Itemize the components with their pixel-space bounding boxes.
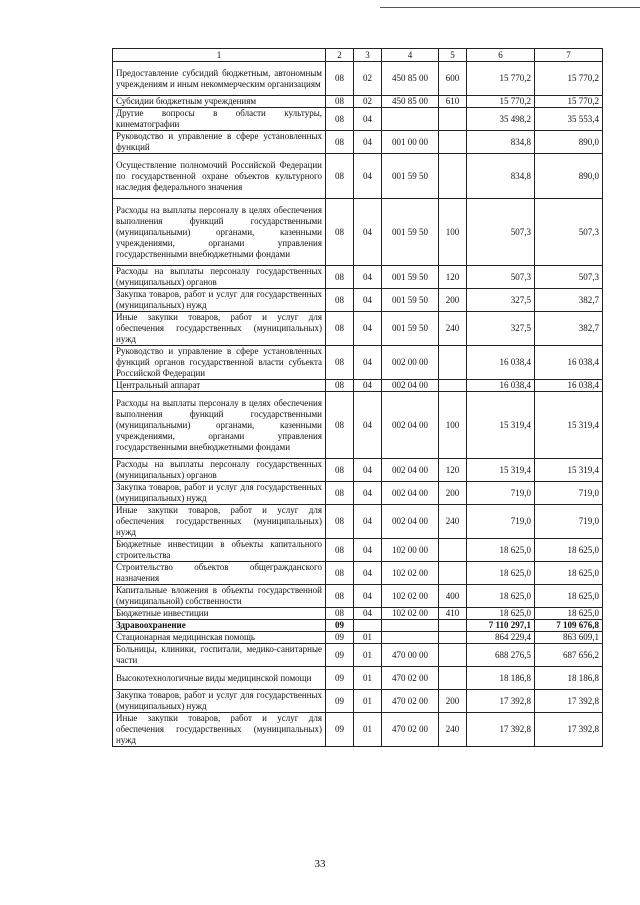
amount-year2-cell: 17 392,8: [535, 690, 603, 713]
expense-type-cell: [439, 644, 467, 667]
section-cell: 08: [326, 199, 354, 266]
target-article-cell: 001 59 50: [382, 199, 439, 266]
expense-type-cell: [439, 380, 467, 392]
target-article-cell: 450 85 00: [382, 62, 439, 96]
target-article-cell: 001 59 50: [382, 289, 439, 312]
amount-year2-cell: 18 625,0: [535, 608, 603, 620]
budget-table: [112, 48, 603, 747]
table-row: [113, 131, 603, 154]
amount-year2-cell: 18 625,0: [535, 539, 603, 562]
amount-year2-cell: 18 625,0: [535, 562, 603, 585]
expense-type-cell: 400: [439, 585, 467, 608]
subsection-cell: 04: [354, 459, 382, 482]
item-name-cell: Субсидии бюджетным учреждениям: [113, 96, 326, 108]
page-number: 33: [314, 858, 326, 870]
expense-type-cell: [439, 154, 467, 199]
amount-year1-cell: 15 770,2: [467, 62, 535, 96]
target-article-cell: [382, 620, 439, 632]
subsection-cell: 04: [354, 380, 382, 392]
amount-year1-cell: 719,0: [467, 482, 535, 505]
section-cell: 08: [326, 585, 354, 608]
section-cell: 09: [326, 667, 354, 690]
table-row: [113, 690, 603, 713]
item-name-cell: Закупка товаров, работ и услуг для государственных (муниципальных) нужд: [113, 482, 326, 505]
amount-year2-cell: 687 656,2: [535, 644, 603, 667]
section-cell: 08: [326, 380, 354, 392]
item-name-cell: Здравоохранение: [113, 620, 326, 632]
target-article-cell: 002 04 00: [382, 380, 439, 392]
amount-year2-cell: 890,0: [535, 131, 603, 154]
table-row: [113, 96, 603, 108]
subsection-cell: 04: [354, 108, 382, 131]
section-cell: 09: [326, 620, 354, 632]
amount-year1-cell: 17 392,8: [467, 690, 535, 713]
table-row: [113, 713, 603, 747]
table-row: [113, 62, 603, 96]
subsection-cell: 04: [354, 539, 382, 562]
target-article-cell: 002 04 00: [382, 482, 439, 505]
expense-type-cell: [439, 562, 467, 585]
amount-year2-cell: 18 625,0: [535, 585, 603, 608]
header-cell: 1: [113, 49, 326, 62]
item-name-cell: Руководство и управление в сфере установленных функций: [113, 131, 326, 154]
amount-year2-cell: 16 038,4: [535, 380, 603, 392]
item-name-cell: Капитальные вложения в объекты государственной (муниципальной) собственности: [113, 585, 326, 608]
section-cell: 08: [326, 312, 354, 346]
expense-type-cell: 600: [439, 62, 467, 96]
section-cell: 09: [326, 690, 354, 713]
item-name-cell: Расходы на выплаты персоналу в целях обеспечения выполнения функций государственными (муниципальными) органами, казенными учреждениями, органами управления государственными внебюджетными фондами: [113, 392, 326, 459]
section-cell: 09: [326, 632, 354, 644]
table-row: [113, 505, 603, 539]
table-row: [113, 632, 603, 644]
expense-type-cell: [439, 539, 467, 562]
target-article-cell: 102 00 00: [382, 539, 439, 562]
table-row: [113, 289, 603, 312]
header-cell: 4: [382, 49, 439, 62]
target-article-cell: 470 02 00: [382, 667, 439, 690]
table-row: [113, 644, 603, 667]
amount-year2-cell: 15 770,2: [535, 96, 603, 108]
subsection-cell: 04: [354, 608, 382, 620]
table-row: [113, 539, 603, 562]
section-cell: 08: [326, 346, 354, 380]
subsection-cell: 04: [354, 289, 382, 312]
amount-year1-cell: 17 392,8: [467, 713, 535, 747]
item-name-cell: Предоставление субсидий бюджетным, автономным учреждениям и иным некоммерческим организациям: [113, 62, 326, 96]
amount-year1-cell: 834,8: [467, 154, 535, 199]
target-article-cell: [382, 108, 439, 131]
amount-year1-cell: 15 319,4: [467, 392, 535, 459]
amount-year2-cell: 507,3: [535, 199, 603, 266]
expense-type-cell: 100: [439, 392, 467, 459]
section-cell: 08: [326, 266, 354, 289]
expense-type-cell: 120: [439, 266, 467, 289]
section-cell: 08: [326, 539, 354, 562]
subsection-cell: 04: [354, 266, 382, 289]
amount-year1-cell: 327,5: [467, 289, 535, 312]
header-cell: 3: [354, 49, 382, 62]
section-cell: 09: [326, 644, 354, 667]
top-rule: [380, 7, 640, 8]
expense-type-cell: 240: [439, 713, 467, 747]
subsection-cell: 02: [354, 96, 382, 108]
amount-year1-cell: 719,0: [467, 505, 535, 539]
amount-year2-cell: 16 038,4: [535, 346, 603, 380]
section-cell: 08: [326, 154, 354, 199]
section-cell: 08: [326, 62, 354, 96]
expense-type-cell: [439, 632, 467, 644]
section-cell: 09: [326, 713, 354, 747]
item-name-cell: Бюджетные инвестиции: [113, 608, 326, 620]
item-name-cell: Бюджетные инвестиции в объекты капитального строительства: [113, 539, 326, 562]
amount-year1-cell: 7 110 297,1: [467, 620, 535, 632]
expense-type-cell: [439, 620, 467, 632]
target-article-cell: 001 59 50: [382, 266, 439, 289]
expense-type-cell: 100: [439, 199, 467, 266]
target-article-cell: 002 04 00: [382, 459, 439, 482]
target-article-cell: 102 02 00: [382, 585, 439, 608]
target-article-cell: 002 04 00: [382, 392, 439, 459]
amount-year1-cell: 15 319,4: [467, 459, 535, 482]
expense-type-cell: 410: [439, 608, 467, 620]
amount-year2-cell: 18 186,8: [535, 667, 603, 690]
expense-type-cell: [439, 667, 467, 690]
section-cell: 08: [326, 505, 354, 539]
table-row: [113, 108, 603, 131]
amount-year2-cell: 15 319,4: [535, 392, 603, 459]
target-article-cell: 470 00 00: [382, 644, 439, 667]
item-name-cell: Расходы на выплаты персоналу в целях обеспечения выполнения функций государственными (муниципальными) органами, казенными учреждениями, органами управления государственными внебюджетными фондами: [113, 199, 326, 266]
subsection-cell: 01: [354, 713, 382, 747]
subsection-cell: 01: [354, 667, 382, 690]
target-article-cell: 450 85 00: [382, 96, 439, 108]
amount-year1-cell: 16 038,4: [467, 346, 535, 380]
target-article-cell: 470 02 00: [382, 713, 439, 747]
header-cell: 5: [439, 49, 467, 62]
section-cell: 08: [326, 392, 354, 459]
subsection-cell: 04: [354, 562, 382, 585]
item-name-cell: Иные закупки товаров, работ и услуг для обеспечения государственных (муниципальных) нужд: [113, 505, 326, 539]
table-row: [113, 482, 603, 505]
amount-year1-cell: 18 625,0: [467, 539, 535, 562]
subsection-cell: 02: [354, 62, 382, 96]
subsection-cell: 04: [354, 585, 382, 608]
section-cell: 08: [326, 108, 354, 131]
expense-type-cell: 200: [439, 289, 467, 312]
amount-year1-cell: 834,8: [467, 131, 535, 154]
subsection-cell: 04: [354, 505, 382, 539]
section-cell: 08: [326, 289, 354, 312]
amount-year2-cell: 15 319,4: [535, 459, 603, 482]
amount-year1-cell: 35 498,2: [467, 108, 535, 131]
table-row: [113, 312, 603, 346]
table-row: [113, 620, 603, 632]
target-article-cell: 001 00 00: [382, 131, 439, 154]
amount-year1-cell: 507,3: [467, 266, 535, 289]
amount-year1-cell: 688 276,5: [467, 644, 535, 667]
item-name-cell: Строительство объектов общегражданского назначения: [113, 562, 326, 585]
table-row: [113, 608, 603, 620]
subsection-cell: 01: [354, 632, 382, 644]
item-name-cell: Руководство и управление в сфере установленных функций органов государственной власти субъекта Российской Федерации: [113, 346, 326, 380]
header-cell: 2: [326, 49, 354, 62]
subsection-cell: 01: [354, 690, 382, 713]
table-row: [113, 585, 603, 608]
amount-year1-cell: 864 229,4: [467, 632, 535, 644]
expense-type-cell: 200: [439, 690, 467, 713]
table-row: [113, 667, 603, 690]
section-cell: 08: [326, 131, 354, 154]
amount-year2-cell: 863 609,1: [535, 632, 603, 644]
amount-year1-cell: 16 038,4: [467, 380, 535, 392]
target-article-cell: 002 00 00: [382, 346, 439, 380]
expense-type-cell: [439, 346, 467, 380]
amount-year2-cell: 7 109 676,8: [535, 620, 603, 632]
expense-type-cell: 120: [439, 459, 467, 482]
table-row: [113, 380, 603, 392]
table-row: [113, 459, 603, 482]
subsection-cell: 04: [354, 131, 382, 154]
target-article-cell: 001 59 50: [382, 154, 439, 199]
item-name-cell: Центральный аппарат: [113, 380, 326, 392]
section-cell: 08: [326, 608, 354, 620]
amount-year1-cell: 327,5: [467, 312, 535, 346]
item-name-cell: Закупка товаров, работ и услуг для государственных (муниципальных) нужд: [113, 289, 326, 312]
subsection-cell: 04: [354, 392, 382, 459]
subsection-cell: 04: [354, 312, 382, 346]
table-row: [113, 199, 603, 266]
section-cell: 08: [326, 482, 354, 505]
expense-type-cell: 610: [439, 96, 467, 108]
amount-year2-cell: 890,0: [535, 154, 603, 199]
section-cell: 08: [326, 96, 354, 108]
item-name-cell: Расходы на выплаты персоналу государственных (муниципальных) органов: [113, 266, 326, 289]
table-row: [113, 392, 603, 459]
subsection-cell: 04: [354, 346, 382, 380]
item-name-cell: Закупка товаров, работ и услуг для государственных (муниципальных) нужд: [113, 690, 326, 713]
item-name-cell: Осуществление полномочий Российской Федерации по государственной охране объектов культурного наследия федерального значения: [113, 154, 326, 199]
amount-year2-cell: 15 770,2: [535, 62, 603, 96]
target-article-cell: 102 02 00: [382, 562, 439, 585]
item-name-cell: Высокотехнологичные виды медицинской помощи: [113, 667, 326, 690]
target-article-cell: [382, 632, 439, 644]
amount-year1-cell: 18 625,0: [467, 585, 535, 608]
section-cell: 08: [326, 562, 354, 585]
subsection-cell: 01: [354, 644, 382, 667]
item-name-cell: Стационарная медицинская помощь: [113, 632, 326, 644]
item-name-cell: Больницы, клиники, госпитали, медико-санитарные части: [113, 644, 326, 667]
amount-year2-cell: 35 553,4: [535, 108, 603, 131]
table-row: [113, 562, 603, 585]
amount-year2-cell: 382,7: [535, 289, 603, 312]
amount-year2-cell: 719,0: [535, 482, 603, 505]
subsection-cell: 04: [354, 199, 382, 266]
amount-year1-cell: 15 770,2: [467, 96, 535, 108]
target-article-cell: 470 02 00: [382, 690, 439, 713]
target-article-cell: 102 02 00: [382, 608, 439, 620]
amount-year2-cell: 382,7: [535, 312, 603, 346]
amount-year1-cell: 18 625,0: [467, 608, 535, 620]
header-cell: 7: [535, 49, 603, 62]
item-name-cell: Иные закупки товаров, работ и услуг для обеспечения государственных (муниципальных) нужд: [113, 312, 326, 346]
table-header-row: [113, 49, 603, 62]
expense-type-cell: [439, 108, 467, 131]
table-body: [113, 49, 603, 747]
table-row: [113, 346, 603, 380]
item-name-cell: Иные закупки товаров, работ и услуг для обеспечения государственных (муниципальных) нужд: [113, 713, 326, 747]
table-row: [113, 266, 603, 289]
target-article-cell: 002 04 00: [382, 505, 439, 539]
header-cell: 6: [467, 49, 535, 62]
item-name-cell: Расходы на выплаты персоналу государственных (муниципальных) органов: [113, 459, 326, 482]
subsection-cell: 04: [354, 482, 382, 505]
target-article-cell: 001 59 50: [382, 312, 439, 346]
section-cell: 08: [326, 459, 354, 482]
expense-type-cell: [439, 131, 467, 154]
amount-year1-cell: 18 625,0: [467, 562, 535, 585]
item-name-cell: Другие вопросы в области культуры, кинематографии: [113, 108, 326, 131]
subsection-cell: 04: [354, 154, 382, 199]
amount-year2-cell: 719,0: [535, 505, 603, 539]
amount-year1-cell: 18 186,8: [467, 667, 535, 690]
subsection-cell: [354, 620, 382, 632]
amount-year1-cell: 507,3: [467, 199, 535, 266]
amount-year2-cell: 507,3: [535, 266, 603, 289]
expense-type-cell: 200: [439, 482, 467, 505]
expense-type-cell: 240: [439, 312, 467, 346]
amount-year2-cell: 17 392,8: [535, 713, 603, 747]
expense-type-cell: 240: [439, 505, 467, 539]
table-row: [113, 154, 603, 199]
